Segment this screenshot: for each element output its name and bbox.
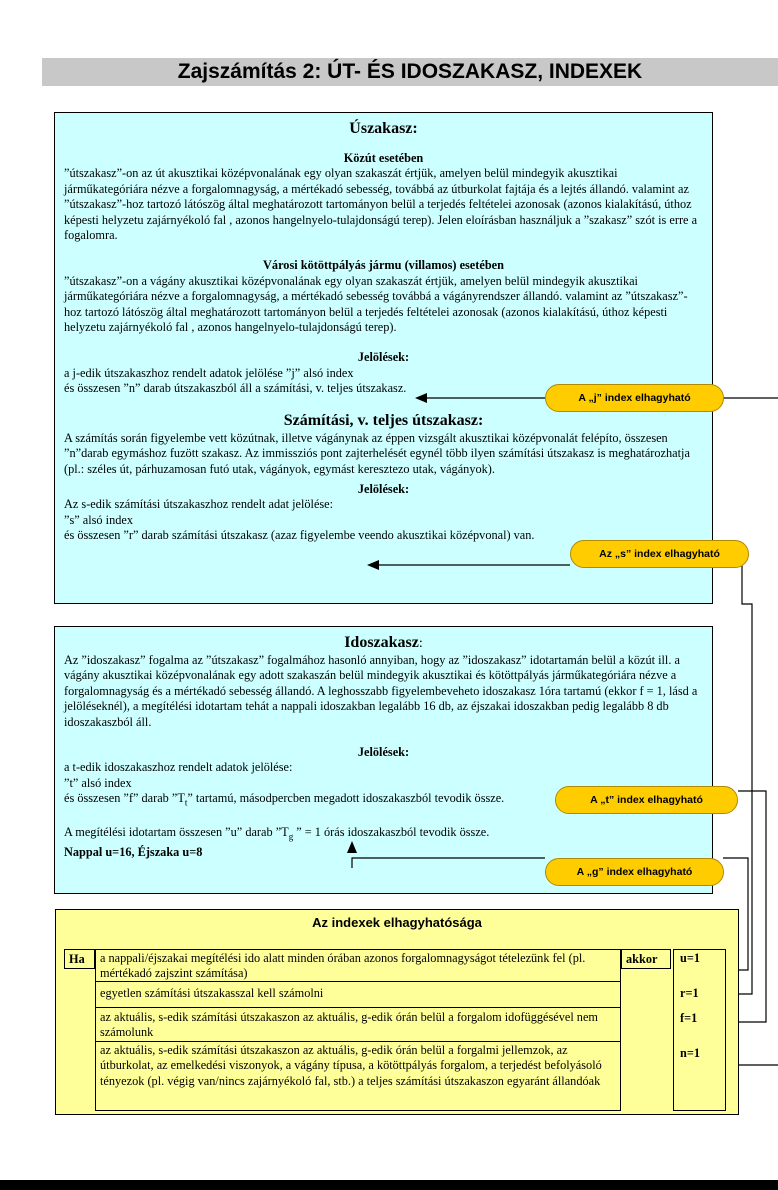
bottom-divider	[0, 1180, 778, 1190]
time-segment-heading: Idoszakasz:	[344, 634, 423, 651]
pill-g-index: A „g” index elhagyható	[545, 858, 724, 886]
rail-definition: ”útszakasz”-on a vágány akusztikai középvonalának egy olyan szakaszát értjük, amelyen belül mindegyik akusztikai járműkategóriára nézve a forgalomnagyság, a mértékadó sebesség továbbá a vágányrendszer állandó. valamint az ”útszakasz”-hoz tartozó látószög által meghatározott tartományon belül a terjedés feltételei azonosak (azonos kialakítású, úthoz képesti helyzetu zajárnyékoló fal , azonos hangelnyelo-tulajdonságú terep).	[64, 273, 688, 335]
index-omission-table	[55, 909, 739, 1115]
table-title: Az indexek elhagyhatósága	[312, 915, 482, 930]
time-notation-f-line: és összesen ”f” darab $”T_t$” tartamú, másodpercben megadott idoszakaszból tevodik össze.	[64, 791, 505, 808]
assessment-duration-line: A megítélési idotartam összesen ”u” darab $”T_g$ ” = 1 órás idoszakaszból tevodik össze.	[64, 825, 490, 842]
road-segment-heading: Úszakasz:	[349, 120, 418, 137]
notation-j-line: a j-edik útszakaszhoz rendelt adatok jelölése ”j” alsó index	[64, 365, 354, 380]
calc-notation-heading: Jelölések:	[357, 481, 410, 496]
time-notation-t-index: ”t” alsó index	[64, 775, 132, 790]
condition-row-4: az aktuális, s-edik számítási útszakaszon az aktuális, g-edik órán belül a forgalmi jellemzok, az útburkolat, az emelkedési viszonyok, a vágány típusa, a kötöttpályás forgalom, a terjedést befolyásoló tényezok (pl. végig van/nincs zajárnyékoló fal, stb.) a teljes számítási útszakaszon egyaránt állandóak	[95, 1041, 621, 1111]
calc-segment-heading: Számítási, v. teljes útszakasz:	[283, 411, 484, 429]
road-subheading: Közút esetében	[343, 151, 424, 165]
page-title: Zajszámítás 2: ÚT- ÉS IDOSZAKASZ, INDEXEK	[42, 58, 778, 86]
calc-notation-s-line: Az s-edik számítási útszakaszhoz rendelt adat jelölése:	[64, 497, 334, 512]
condition-row-1: a nappali/éjszakai megítélési ido alatt minden órában azonos forgalomnagyságot tételezünk fel (pl. mértékadó zajszint számítása)	[95, 949, 621, 982]
result-f: f=1	[680, 1011, 698, 1025]
notation-n-line: és összesen ”n” darab útszakaszból áll a számítási, v. teljes útszakasz.	[64, 381, 407, 396]
calc-segment-definition: A számítás során figyelembe vett közútnak, illetve vágánynak az éppen vizsgált akusztikai középvonalát felépíto, összesen ”n”darab egymáshoz fuzött szakasz. Az immissziós pont zajterhelését egynél több ilyen számítási útszakasz is meghatározhatja (pl.: széles út, párhuzamosan futó utak, vágányok, egymást keresztezo utak, vágányok).	[64, 430, 690, 476]
result-r: r=1	[680, 986, 699, 1000]
pill-s-index: Az „s” index elhagyható	[570, 540, 749, 568]
calc-notation-r-line: és összesen ”r” darab számítási útszakasz (azaz figyelembe veendo akusztikai középvonal) van.	[64, 528, 535, 543]
time-notation-t-line: a t-edik idoszakaszhoz rendelt adatok jelölése:	[64, 760, 293, 775]
result-u: u=1	[680, 951, 700, 965]
time-notation-heading: Jelölések:	[357, 745, 410, 760]
result-box	[673, 949, 726, 1111]
rail-subheading: Városi kötöttpályás jármu (villamos) esetében	[263, 258, 504, 273]
pill-t-index: A „t” index elhagyható	[555, 786, 738, 814]
road-definition: ”útszakasz”-on az út akusztikai középvonalának egy olyan szakaszát értjük, amelyen belül mindegyik akusztikai járműkategóriára nézve a forgalomnagyság, a mértékadó sebesség, továbbá az útburkolat fajtája és a lejtés állandó. valamint az ”útszakasz”-hoz tartozó látószög által meghatározott tartományon belül a terjedés feltételei azonosak (azonos kialakítású, úthoz képesti helyzetu zajárnyékoló fal , azonos hangelnyelo-tulajdonságú terep). Jelen eloírásban használjuk a ”szakasz” szót is erre a fogalomra.	[64, 166, 698, 243]
then-label: akkor	[621, 949, 671, 969]
time-segment-definition: Az ”idoszakasz” fogalma az ”útszakasz” fogalmához hasonló annyiban, hogy az ”idoszakasz” idotartamán belül a közút ill. a vágány akusztikai középvonalának egy adott szakaszán belül mindegyik akusztikai és kötöttpályás járműkategóriára nézve a forgalomnagyság és a mértékadó sebesség állandó. A leghosszabb figyelembeveheto idoszakasz 1óra tartamú (ekkor f = 1, lásd a jelöléseknél), a megítélési idotartam tehát a nappali idoszakban legalább 16 db, az éjszakai idoszakban pedig legalább 8 db idoszakaszból áll.	[64, 653, 698, 729]
result-n: n=1	[680, 1046, 700, 1060]
if-label: Ha	[64, 949, 95, 969]
condition-row-3: az aktuális, s-edik számítási útszakaszon az aktuális, g-edik órán belül a forgalom idofüggésével nem számolunk	[95, 1007, 621, 1042]
notation-heading: Jelölések:	[357, 350, 410, 365]
day-night-values: Nappal u=16, Éjszaka u=8	[64, 844, 203, 859]
condition-row-2: egyetlen számítási útszakasszal kell számolni	[95, 981, 621, 1008]
calc-notation-s-index: ”s” alsó index	[64, 512, 133, 527]
pill-j-index: A „j” index elhagyható	[545, 384, 724, 412]
